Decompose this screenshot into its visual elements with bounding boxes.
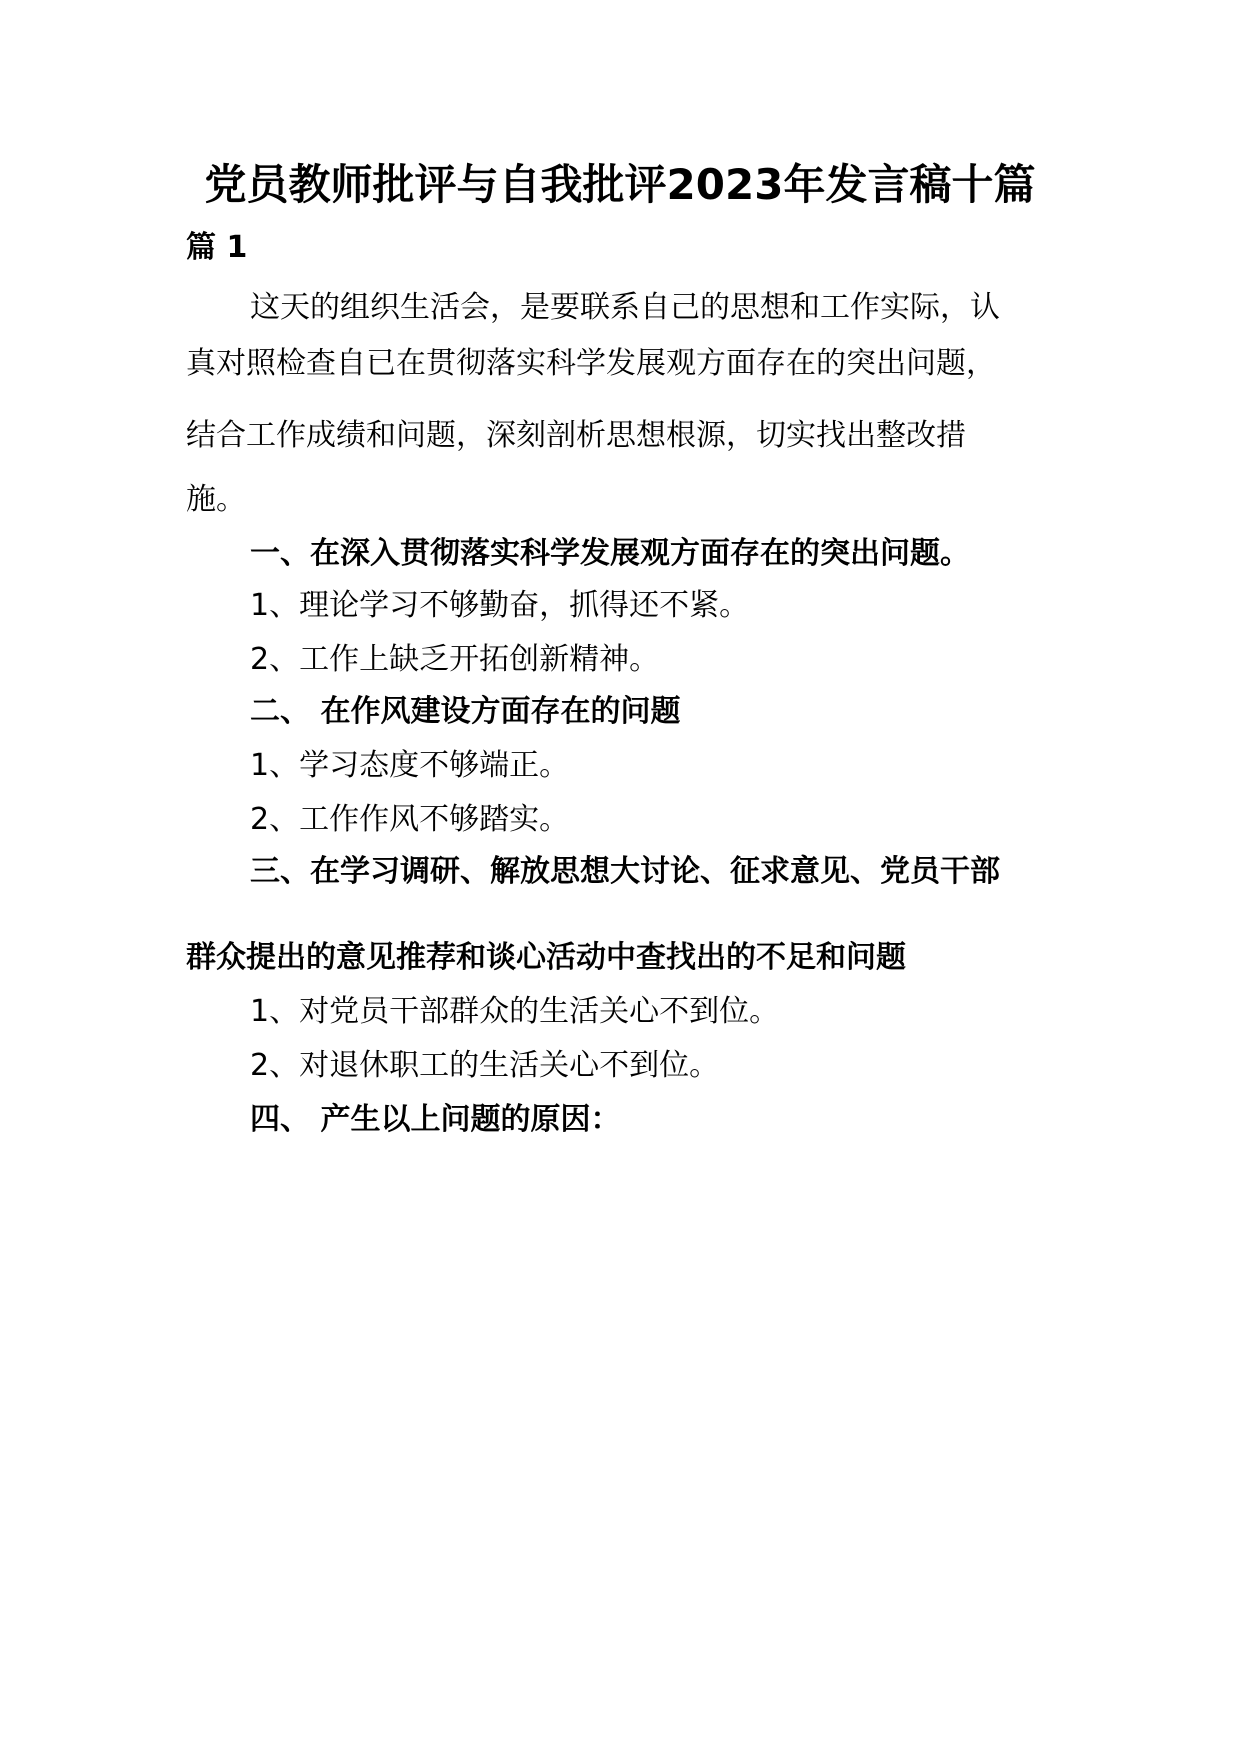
section-1-item-1: 1、理论学习不够勤奋，抓得还不紧。 xyxy=(250,588,750,623)
section-heading-3-line-2: 群众提出的意见推荐和谈心活动中查找出的不足和问题 xyxy=(186,940,906,975)
section-heading-4: 四、 产生以上问题的原因： xyxy=(250,1102,621,1137)
section-1-item-2: 2、工作上缺乏开拓创新精神。 xyxy=(250,642,660,677)
section-heading-1: 一、在深入贯彻落实科学发展观方面存在的突出问题。 xyxy=(250,536,970,571)
section-heading-2: 二、 在作风建设方面存在的问题 xyxy=(250,694,681,729)
intro-line-3: 结合工作成绩和问题，深刻剖析思想根源，切实找出整改措 xyxy=(186,418,966,453)
section-3-item-2: 2、对退休职工的生活关心不到位。 xyxy=(250,1048,720,1083)
section-2-item-2: 2、工作作风不够踏实。 xyxy=(250,802,570,837)
document-title: 党员教师批评与自我批评2023年发言稿十篇 xyxy=(204,160,1036,209)
intro-line-4: 施。 xyxy=(186,482,246,517)
section-2-item-1: 1、学习态度不够端正。 xyxy=(250,748,570,783)
intro-line-2: 真对照检查自已在贯彻落实科学发展观方面存在的突出问题， xyxy=(186,346,996,381)
intro-line-1: 这天的组织生活会，是要联系自己的思想和工作实际，认 xyxy=(250,290,1000,325)
chapter-label: 篇 1 xyxy=(186,230,248,265)
section-3-item-1: 1、对党员干部群众的生活关心不到位。 xyxy=(250,994,780,1029)
section-heading-3-line-1: 三、在学习调研、解放思想大讨论、征求意见、党员干部 xyxy=(250,854,1000,889)
